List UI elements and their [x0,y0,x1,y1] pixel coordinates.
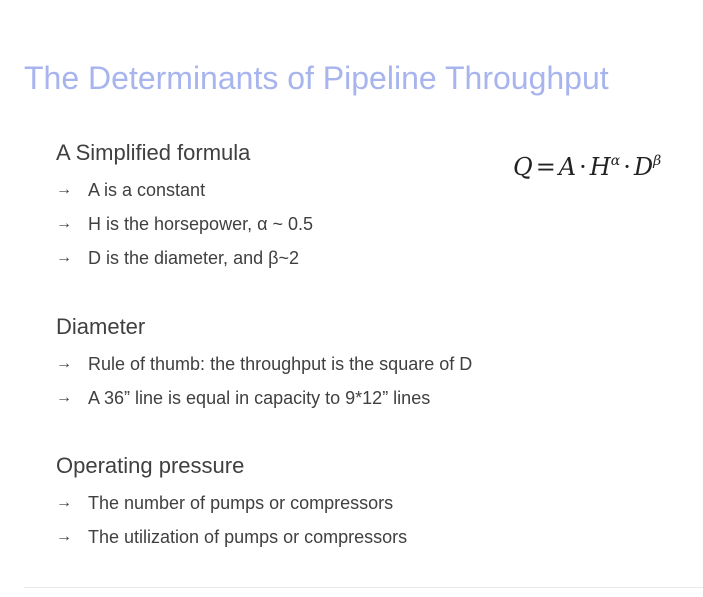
section-heading: Operating pressure [56,453,245,478]
bullet-item [56,241,313,275]
arrow-right-icon: → [56,389,72,406]
section-heading: Diameter [56,314,146,339]
bullet-item [56,381,472,415]
arrow-right-icon: → [56,215,72,232]
arrow-right-icon: → [56,181,72,198]
bullet-text: Rule of thumb: the throughput is the square of D [88,353,473,374]
bullet-text: The number of pumps or compressors [88,492,394,513]
section-operating-pressure [56,452,407,554]
bullet-text: A 36” line is equal in capacity to 9*12” lines [88,387,431,408]
formula-a: A [558,153,577,181]
bullet-item [56,347,472,381]
formula-dot-2: · [623,153,631,181]
arrow-right-icon: → [56,494,72,511]
footer-divider [24,587,703,588]
formula-beta: β [653,153,662,169]
formula-dot-1: · [579,153,587,181]
bullet-item [56,486,407,520]
bullet-text: H is the horsepower, α ~ 0.5 [88,213,314,234]
section-heading: A Simplified formula [56,140,251,165]
arrow-right-icon: → [56,249,72,266]
slide-title: The Determinants of Pipeline Throughput [24,60,609,96]
section-diameter [56,313,472,415]
bullet-item [56,173,313,207]
bullet-text: The utilization of pumps or compressors [88,526,408,547]
formula-h: H [589,153,611,181]
bullet-item [56,207,313,241]
bullet-item [56,520,407,554]
formula-q: Q [513,153,533,181]
arrow-right-icon: → [56,528,72,545]
bullet-text: D is the diameter, and β~2 [88,247,299,268]
throughput-formula [513,153,661,181]
formula-d: D [633,153,654,181]
bullet-text: A is a constant [88,179,206,200]
formula-equals: = [535,153,556,181]
arrow-right-icon: → [56,355,72,372]
formula-alpha: α [610,153,621,169]
section-simplified-formula [56,139,313,275]
